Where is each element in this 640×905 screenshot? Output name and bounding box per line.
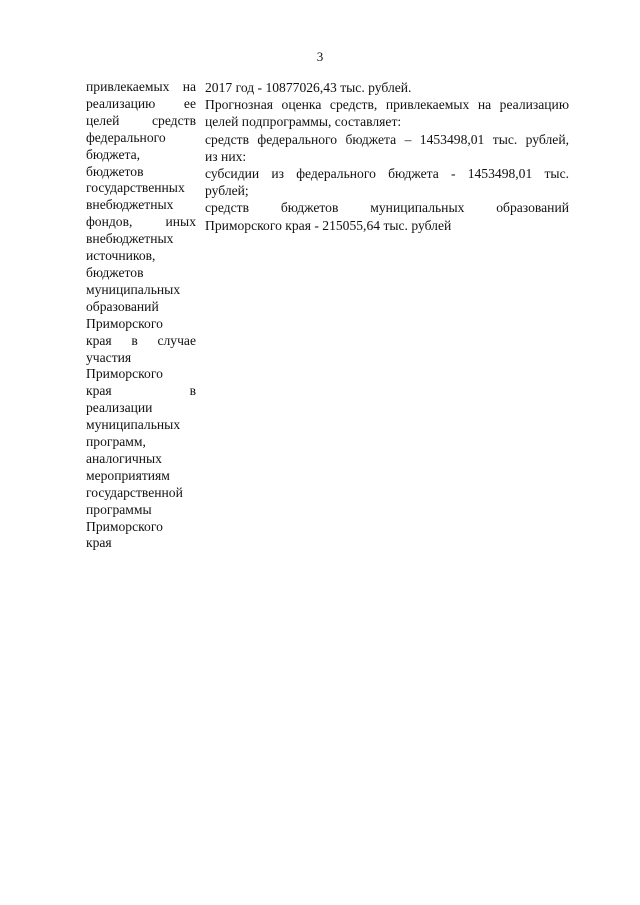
label-line: бюджетов [86, 264, 144, 280]
value-line: из них: [205, 148, 247, 164]
page-number: 3 [316, 49, 324, 64]
label-line: государственной [86, 484, 183, 500]
value-line: средств федерального бюджета – 1453498,01 тыс. рублей, [205, 131, 569, 147]
label-line: государственных [86, 180, 185, 196]
label-line: целей средств [86, 112, 196, 128]
label-line: образований [86, 298, 159, 314]
label-line: внебюджетных [86, 197, 174, 213]
label-line: Приморского [86, 366, 163, 382]
label-line: муниципальных [86, 417, 181, 433]
label-line: аналогичных [86, 450, 162, 466]
value-line: Приморского края - 215055,64 тыс. рублей [205, 217, 452, 233]
value-line: Прогнозная оценка средств, привлекаемых на реализацию [205, 97, 569, 113]
label-line: привлекаемых на [86, 79, 196, 94]
label-line: края в [86, 383, 196, 399]
value-line: рублей; [205, 183, 249, 199]
label-line: реализацию ее [86, 95, 196, 111]
value-line: целей подпрограммы, составляет: [205, 114, 402, 130]
label-line: Приморского [86, 315, 163, 331]
value-line: субсидии из федерального бюджета - 1453498,01 тыс. [205, 166, 569, 182]
label-line: федерального [86, 129, 166, 145]
value-line: средств бюджетов муниципальных образований [205, 200, 569, 216]
label-line: программы [86, 501, 152, 517]
label-line: внебюджетных [86, 231, 174, 247]
label-line: края в случае [86, 332, 196, 348]
label-line: реализации [86, 400, 153, 416]
table-label-cell [86, 79, 196, 552]
label-line: фондов, иных [86, 214, 196, 230]
label-line: края [86, 535, 112, 551]
value-line: 2017 год - 10877026,43 тыс. рублей. [205, 80, 412, 95]
label-line: бюджета, [86, 146, 141, 162]
label-line: муниципальных [86, 281, 181, 297]
label-line: бюджетов [86, 163, 144, 179]
label-line: источников, [86, 248, 156, 264]
label-line: программ, [86, 434, 146, 450]
label-line: Приморского [86, 518, 163, 534]
table-value-cell [205, 79, 569, 234]
label-line: участия [86, 349, 132, 365]
label-line: мероприятиям [86, 467, 170, 483]
